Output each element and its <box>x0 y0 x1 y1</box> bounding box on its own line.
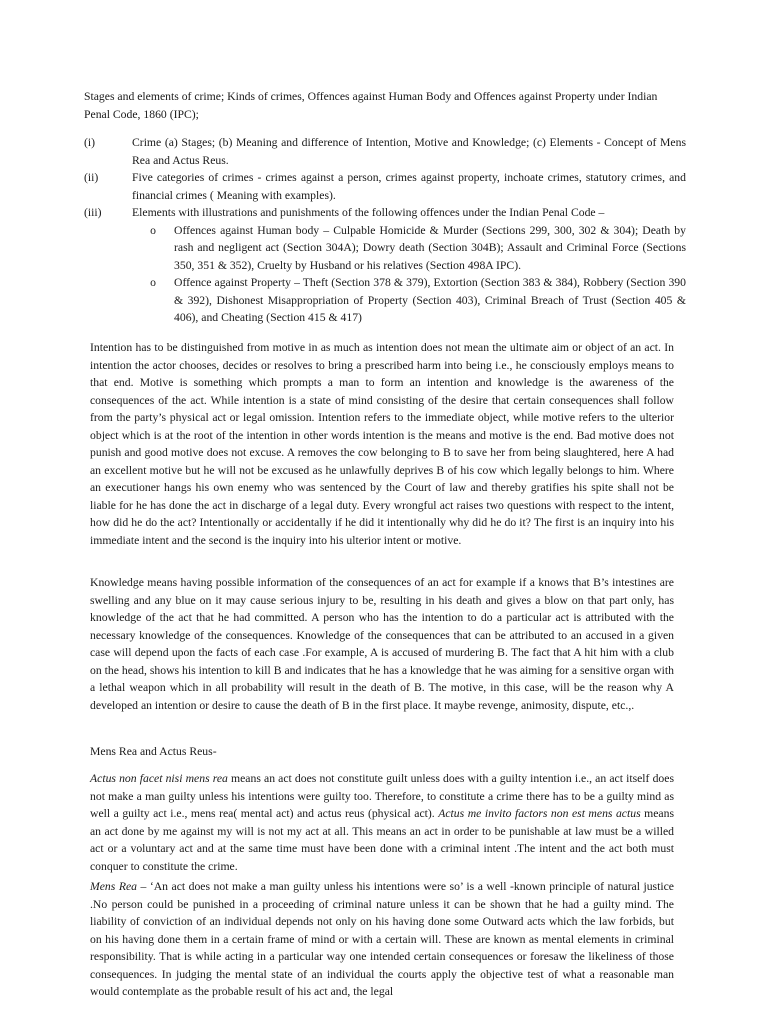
mens-rea-paragraph <box>90 878 674 1001</box>
sub-list-item-text: Offence against Property – Theft (Section 378 & 379), Extortion (Section 383 & 384), Robbery (Section 390 & 392), Dishonest Misappropriation of Property (Section 403), Criminal Breach of Trust (Section 405 & 406), and Cheating (Section 415 & 417) <box>174 276 686 324</box>
intention-paragraph: Intention has to be distinguished from motive in as much as intention does not mean the ultimate aim or object of an act. In intention the actor chooses, decides or resolves to bring a prescribed harm into being i.e., he consciously employs means to that end. Motive is something which prompts a man to form an intention and knowledge is the awareness of the consequences of the act. While intention is a state of mind consisting of the desire that certain consequences shall follow from the party’s physical act or legal omission. Intention refers to the immediate object, while motive refers to the ulterior object which is at the root of the intention in other words intention is the means and motive is the end. Bad motive does not punish and good motive does not excuse. A removes the cow belonging to B to save her from being slaughtered, here A had an excellent motive but he will not be excused as he unlawfully deprives B of his cow which legally belongs to him. Where an executioner hangs his own enemy who was sentenced by the Court of law and thereby gratifies his spite shall not be liable for he has done the act in discharge of a legal duty. Every wrongful act raises two questions with respect to the intent, how did he do the act? Intentionally or accidentally if he did it intentionally why did he do it? The first is an inquiry into his immediate intent and the second is the inquiry into his ulterior intent or motive. <box>90 341 674 547</box>
list-item-number: (i) <box>84 136 96 149</box>
list-item <box>84 169 686 204</box>
sub-list-item-text: Offences against Human body – Culpable Homicide & Murder (Sections 299, 300, 302 & 304); Death by rash and negligent act (Section 304A); Dowry death (Section 304B); Assault and Criminal Force (Sections 350, 351 & 352), Cruelty by Husband or his relatives (Section 498A IPC). <box>174 223 686 272</box>
paragraph-text: means an act done by me against my will is not my act at all. This means an act in order to be punishable at law must be a willed act or a voluntary act and at the same time must have been done with a criminal intent .The intent and the act both must conquer to constitute the crime. <box>90 807 675 873</box>
list-item-text: Five categories of crimes - crimes against a person, crimes against property, inchoate crimes, statutory crimes, and financial crimes ( Meaning with examples). <box>132 171 686 202</box>
actus-paragraph <box>90 770 674 875</box>
paragraph-text: means an act does not constitute guilt unless does with a guilty intention i.e., an act itself does not make a man guilty unless his intentions were guilty too. Therefore, to constitute a crime there has to be a guilty mind as well a guilty act i.e., mens rea( mental act) and actus reus (physical act). <box>90 772 674 820</box>
sub-list-item <box>132 222 686 275</box>
bullet-icon: o <box>150 276 156 289</box>
list-item <box>84 134 686 169</box>
list-item-number: (ii) <box>84 171 99 184</box>
offence-sublist <box>132 222 686 327</box>
defined-term: Mens Rea <box>90 880 137 893</box>
mens-rea-heading: Mens Rea and Actus Reus- <box>90 745 217 758</box>
knowledge-paragraph: Knowledge means having possible information of the consequences of an act for example if a knows that B’s intestines are swelling and any blue on it may cause serious injury to be, resulting in his death and gives a blow on that part only, has knowledge of the act that he had committed. A person who has the intention to do a particular act is attributed with the necessary knowledge of the consequences. Knowledge of the consequences that can be attributed to an accused in a given case will depend upon the facts of each case .For example, A is accused of murdering B. The fact that A hit him with a club on the head, shows his intention to kill B and indicates that he has a knowledge that he was aiming for a sensitive organ with a lethal weapon which in all probability will result in the death of B. The motive, in this case, will be the reason why A developed an intention or desire to cause the death of B in the first place. It maybe revenge, animosity, dispute, etc.,. <box>90 576 674 712</box>
list-item-body <box>132 204 686 327</box>
latin-maxim: Actus me invito factors non est mens actus <box>438 807 641 820</box>
syllabus-heading: Stages and elements of crime; Kinds of crimes, Offences against Human Body and Offences against Property under Indian Penal Code, 1860 (IPC); <box>84 90 658 121</box>
paragraph-text: – ‘An act does not make a man guilty unless his intentions were so’ is a well -known principle of natural justice .No person could be punished in a proceeding of criminal nature unless it can be shown that he had a guilty mind. The liability of conviction of an individual depends not only on his having done some Outward acts which the law forbids, but on his having done them in a certain frame of mind or with a certain will. These are known as mental elements in criminal responsibility. That is while acting in a particular way one intended certain consequences or foresaw the likeliness of those consequences. In judging the mental state of an individual the courts apply the objective test of what a reasonable man would contemplate as the probable result of his act and, the legal <box>90 880 674 998</box>
bullet-icon: o <box>150 223 156 237</box>
list-item-number: (iii) <box>84 206 102 219</box>
list-item-text: Elements with illustrations and punishments of the following offences under the Indian Penal Code – <box>132 206 605 219</box>
list-item <box>84 204 686 327</box>
syllabus-list <box>84 134 686 327</box>
list-item-text: Crime (a) Stages; (b) Meaning and difference of Intention, Motive and Knowledge; (c) Elements - Concept of Mens Rea and Actus Reus. <box>132 136 686 167</box>
sub-list-item <box>132 274 686 327</box>
latin-maxim: Actus non facet nisi mens rea <box>90 772 228 785</box>
